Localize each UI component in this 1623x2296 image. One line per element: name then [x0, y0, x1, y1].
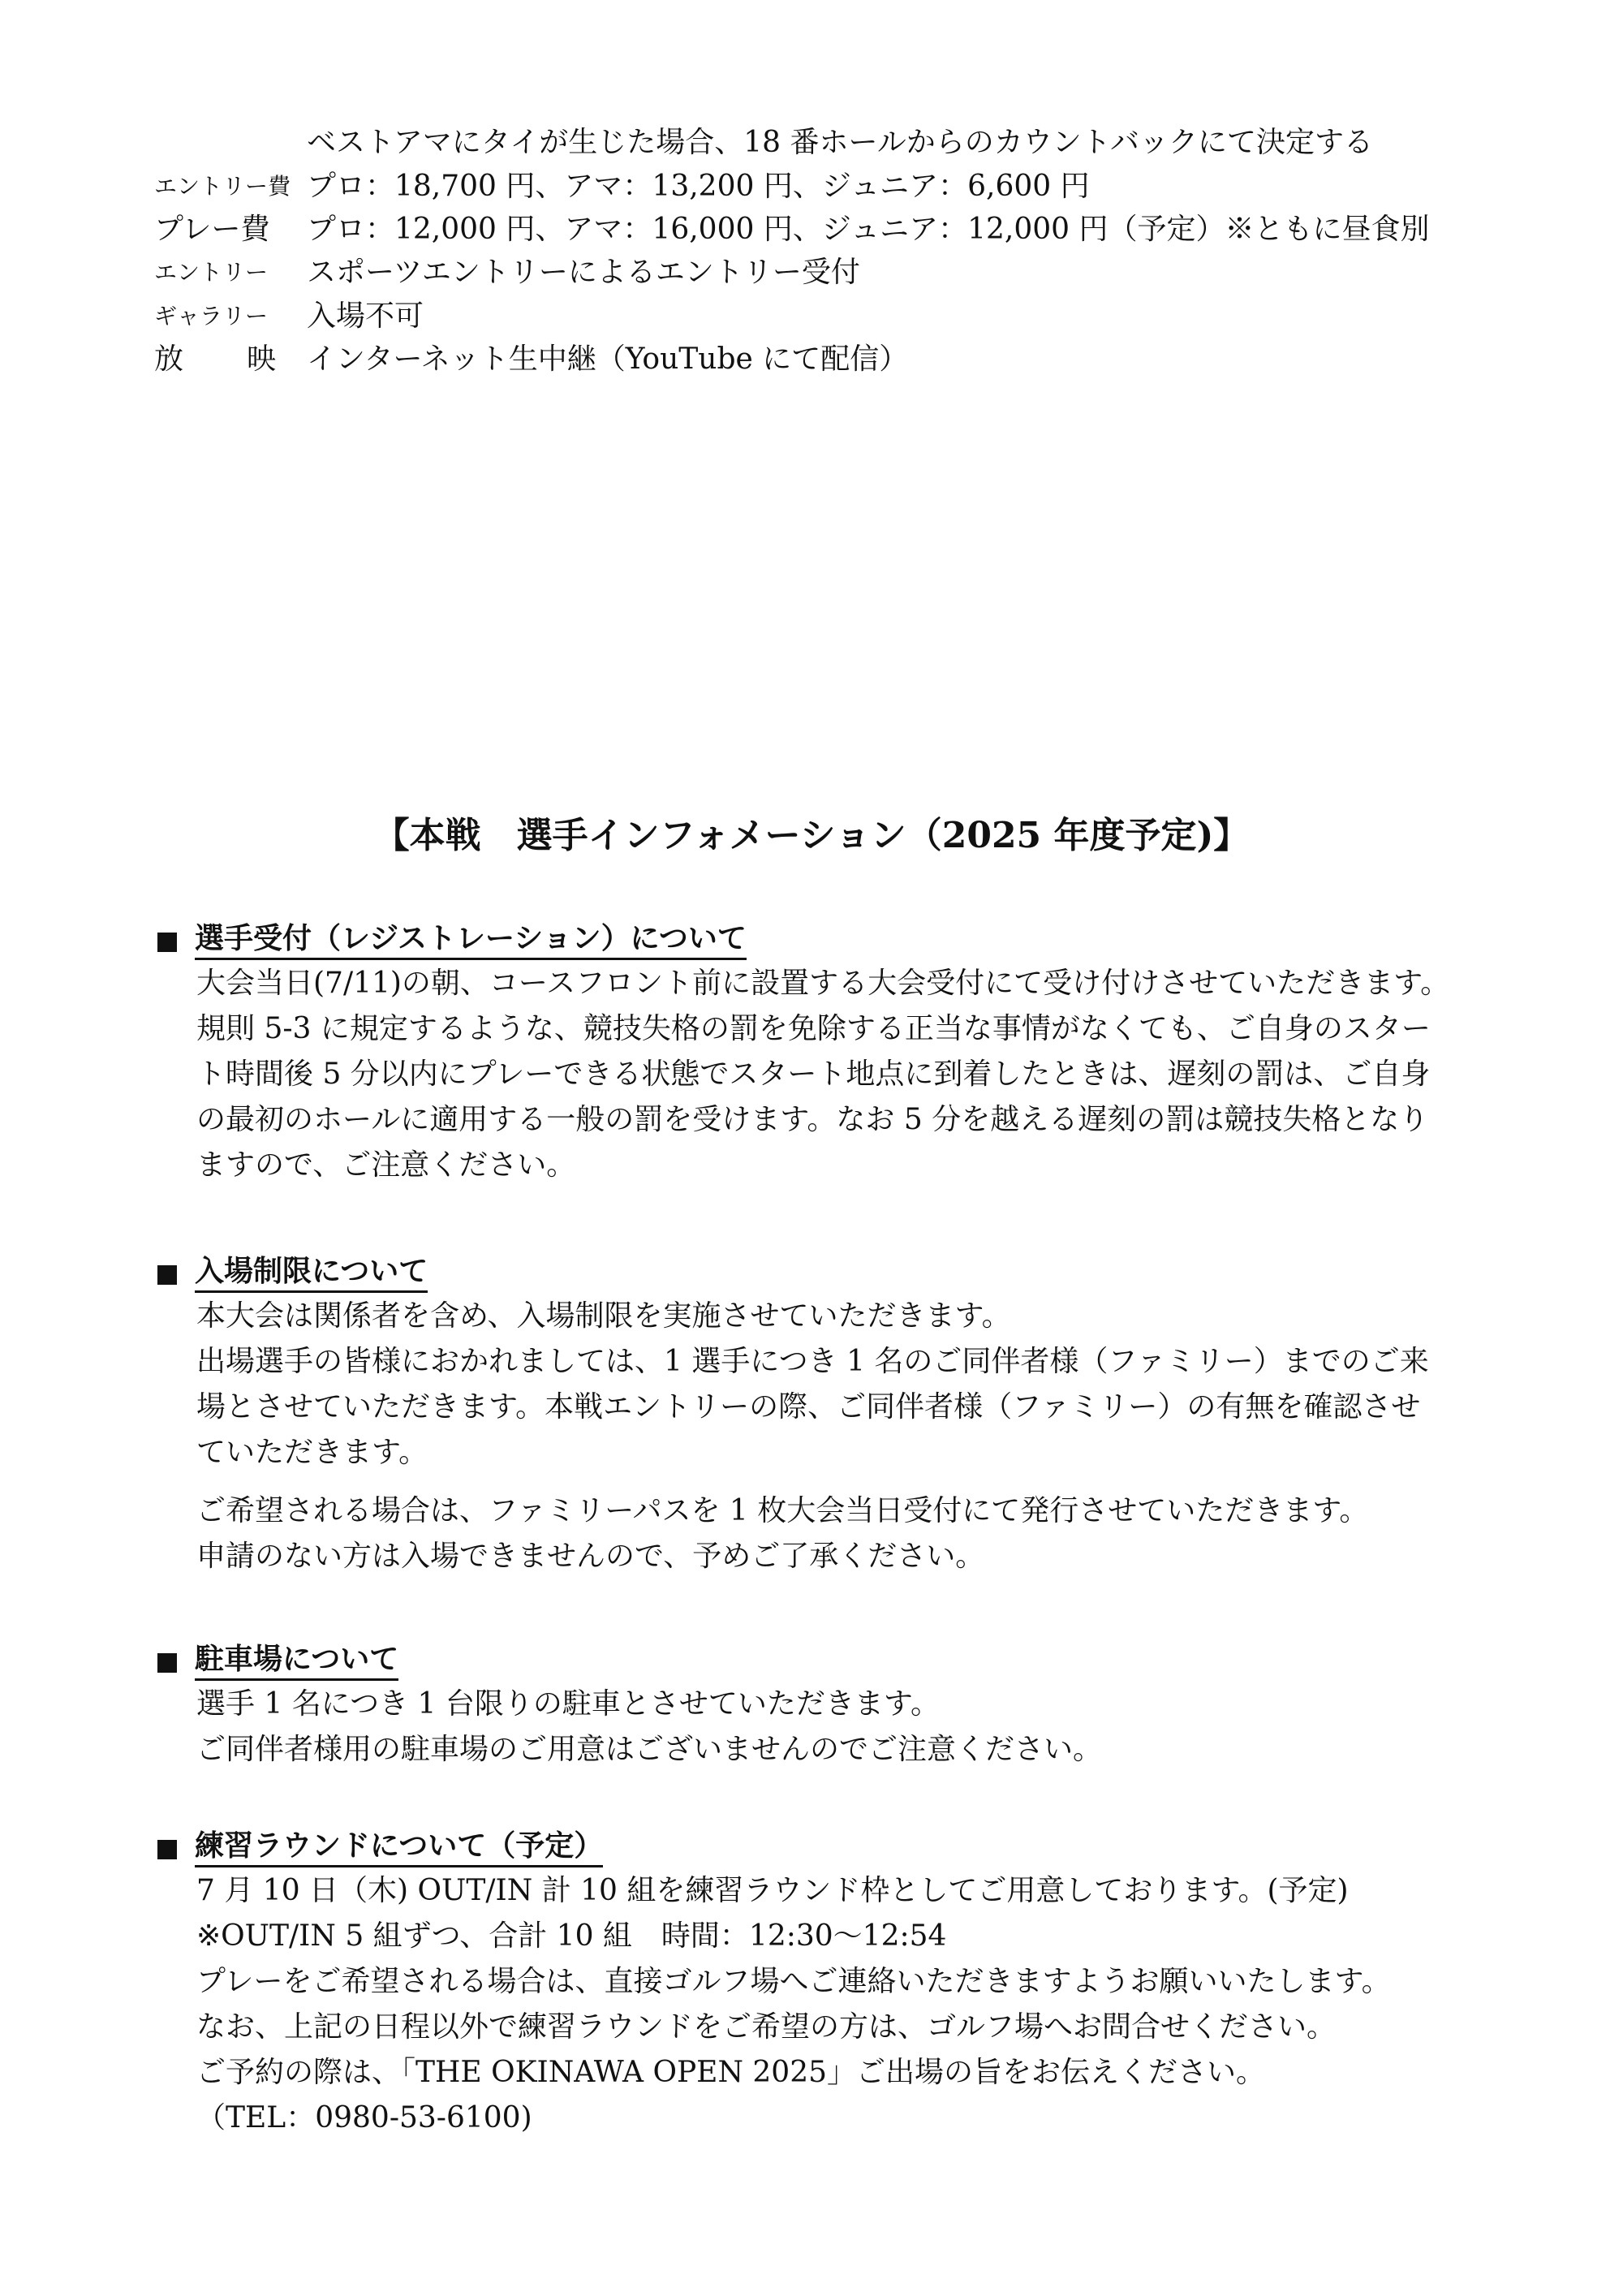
registration-line: ト時間後 5 分以内にプレーできる状態でスタート地点に到着したときは、遅刻の罰は、ご自身 [196, 1058, 1431, 1091]
gallery-value: 入場不可 [307, 299, 424, 333]
play-fee-label: プレー費 [154, 213, 270, 246]
admission-line: 申請のない方は入場できませんので、予めご了承ください。 [196, 1540, 985, 1573]
section-heading-admission [157, 1256, 428, 1293]
practice-line: （TEL：0980-53-6100) [196, 2101, 532, 2134]
practice-line: なお、上記の日程以外で練習ラウンドをご希望の方は、ゴルフ場へお問合せください。 [196, 2010, 1337, 2044]
entry-fee-value: プロ：18,700 円、アマ：13,200 円、ジュニア：6,600 円 [307, 170, 1090, 203]
section-heading-registration [157, 921, 747, 960]
entry-label: エントリー [154, 259, 269, 286]
practice-line: ※OUT/IN 5 組ずつ、合計 10 組 時間：12:30〜12:54 [196, 1919, 947, 1953]
square-bullet-icon [157, 1265, 177, 1285]
broadcast-value: インターネット生中継（YouTube にて配信） [307, 342, 909, 376]
section-title: 練習ラウンドについて（予定） [195, 1831, 603, 1867]
admission-line: 本大会は関係者を含め、入場制限を実施させていただきます。 [196, 1299, 1011, 1333]
entry-fee-label: エントリー費 [154, 173, 291, 200]
square-bullet-icon [157, 1840, 177, 1859]
admission-line: 出場選手の皆様におかれましては、1 選手につき 1 名のご同伴者様（ファミリー）までのご来 [196, 1345, 1429, 1378]
entry-value: スポーツエントリーによるエントリー受付 [307, 256, 860, 289]
practice-line: ご予約の際は、「THE OKINAWA OPEN 2025」ご出場の旨をお伝えください。 [196, 2056, 1266, 2089]
admission-line: ご希望される場合は、ファミリーパスを 1 枚大会当日受付にて発行させていただきます。 [196, 1494, 1369, 1527]
registration-line: 大会当日(7/11)の朝、コースフロント前に設置する大会受付にて受け付けさせていただきます。 [196, 967, 1450, 1000]
gallery-label: ギャラリー [154, 303, 269, 330]
broadcast-label [154, 342, 276, 376]
registration-line: 規則 5-3 に規定するような、競技失格の罰を免除する正当な事情がなくても、ご自身のスター [196, 1012, 1431, 1045]
square-bullet-icon [157, 933, 177, 952]
broadcast-label-a: 放 [154, 342, 184, 376]
square-bullet-icon [157, 1653, 177, 1673]
parking-line: 選手 1 名につき 1 台限りの駐車とさせていただきます。 [196, 1687, 940, 1721]
section-heading-practice [157, 1831, 603, 1867]
section-heading-parking [157, 1644, 398, 1681]
section-title: 入場制限について [195, 1256, 428, 1293]
page-title: 【本戦 選手インフォメーション（2025 年度予定)】 [373, 815, 1250, 856]
practice-line: プレーをご希望される場合は、直接ゴルフ場へご連絡いただきますようお願いいたします。 [196, 1965, 1391, 1998]
parking-line: ご同伴者様用の駐車場のご用意はございませんのでご注意ください。 [196, 1733, 1103, 1766]
tie-rule-text: ベストアマにタイが生じた場合、18 番ホールからのカウントバックにて決定する [307, 126, 1374, 159]
admission-line: ていただきます。 [196, 1436, 428, 1469]
admission-line: 場とさせていただきます。本戦エントリーの際、ご同伴者様（ファミリー）の有無を確認させ [196, 1390, 1421, 1424]
registration-line: の最初のホールに適用する一般の罰を受けます。なお 5 分を越える遅刻の罰は競技失格となり [196, 1103, 1429, 1136]
practice-line: 7 月 10 日（木) OUT/IN 計 10 組を練習ラウンド枠としてご用意しております。(予定) [196, 1874, 1349, 1907]
section-title: 選手受付（レジストレーション）について [195, 924, 747, 960]
broadcast-label-b: 映 [246, 342, 276, 376]
registration-line: ますので、ご注意ください。 [196, 1148, 576, 1182]
play-fee-value: プロ：12,000 円、アマ：16,000 円、ジュニア：12,000 円（予定）※ともに昼食別 [307, 213, 1430, 246]
section-title: 駐車場について [195, 1644, 398, 1681]
